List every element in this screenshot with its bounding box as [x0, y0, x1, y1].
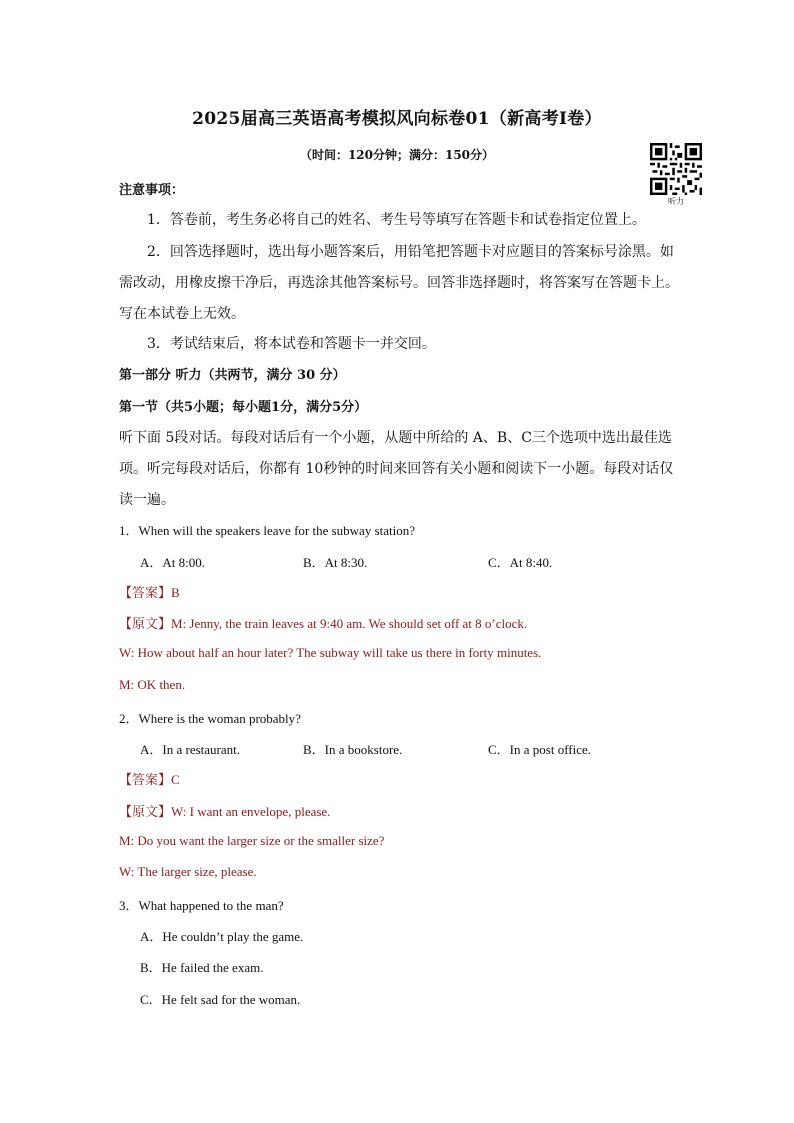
question-stem: 2．Where is the woman probably? — [119, 711, 301, 726]
notice-item: 写在本试卷上无效。 — [119, 306, 245, 322]
exam-title: 2025届高三英语高考模拟风向标卷01（新高考Ⅰ卷） — [192, 109, 602, 129]
notice-item: 2．回答选择题时，选出每小题答案后，用铅笔把答题卡对应题目的答案标号涂黑。如 — [147, 244, 674, 260]
answer-label: 【答案】 — [119, 773, 172, 788]
question-option: B．He failed the exam. — [140, 960, 264, 975]
question-stem: 1．When will the speakers leave for the subway station? — [119, 523, 416, 538]
question-option: B．At 8:30. — [303, 555, 368, 570]
part-heading: 第一部分 听力（共两节，满分 30 分） — [119, 368, 346, 383]
answer-label: 【答案】 — [119, 586, 172, 601]
transcript-label: 【原文】 — [119, 805, 172, 820]
question-option: C．At 8:40. — [488, 555, 553, 570]
question-option: A．He couldn’t play the game. — [140, 929, 304, 944]
answer-line — [119, 582, 180, 601]
transcript-text: M: Jenny, the train leaves at 9:40 am. We should set off at 8 o’clock. — [171, 616, 528, 631]
transcript-line: W: How about half an hour later? The subway will take us there in forty minutes. — [119, 645, 542, 660]
notice-heading: 注意事项： — [119, 183, 185, 198]
section-instructions: 听下面 5段对话。每段对话后有一个小题，从题中所给的 A、B、C三个选项中选出最佳选 — [119, 430, 672, 446]
question-stem: 3．What happened to the man? — [119, 898, 284, 913]
transcript-line: W: The larger size, please. — [119, 864, 257, 879]
transcript-line: M: OK then. — [119, 677, 186, 692]
section-heading: 第一节（共5小题；每小题1分，满分5分） — [119, 400, 368, 415]
answer-value: B — [171, 585, 180, 600]
transcript-text: W: I want an envelope, please. — [171, 804, 331, 819]
exam-time-score: （时间：120分钟；满分：150分） — [299, 148, 495, 162]
transcript-line: M: Do you want the larger size or the smaller size? — [119, 833, 385, 848]
answer-line — [119, 769, 180, 788]
section-instructions: 读一遍。 — [119, 492, 175, 508]
transcript-line — [119, 801, 330, 820]
question-option: A．In a restaurant. — [140, 742, 240, 757]
notice-item: 1．答卷前，考生务必将自己的姓名、考生号等填写在答题卡和试卷指定位置上。 — [147, 212, 646, 228]
qr-code[interactable] — [650, 143, 702, 195]
notice-item: 3．考试结束后，将本试卷和答题卡一并交回。 — [147, 336, 436, 352]
transcript-line — [119, 613, 527, 632]
question-option: C．In a post office. — [488, 742, 592, 757]
answer-value: C — [171, 772, 180, 787]
section-instructions: 项。听完每段对话后，你都有 10秒钟的时间来回答有关小题和阅读下一小题。每段对话仅 — [119, 461, 674, 477]
qr-caption: 听力 — [668, 197, 684, 206]
notice-item: 需改动，用橡皮擦干净后，再选涂其他答案标号。回答非选择题时，将答案写在答题卡上。 — [119, 275, 679, 291]
question-option: B．In a bookstore. — [303, 742, 403, 757]
question-option: A．At 8:00. — [140, 555, 206, 570]
transcript-label: 【原文】 — [119, 617, 172, 632]
question-option: C．He felt sad for the woman. — [140, 992, 301, 1007]
